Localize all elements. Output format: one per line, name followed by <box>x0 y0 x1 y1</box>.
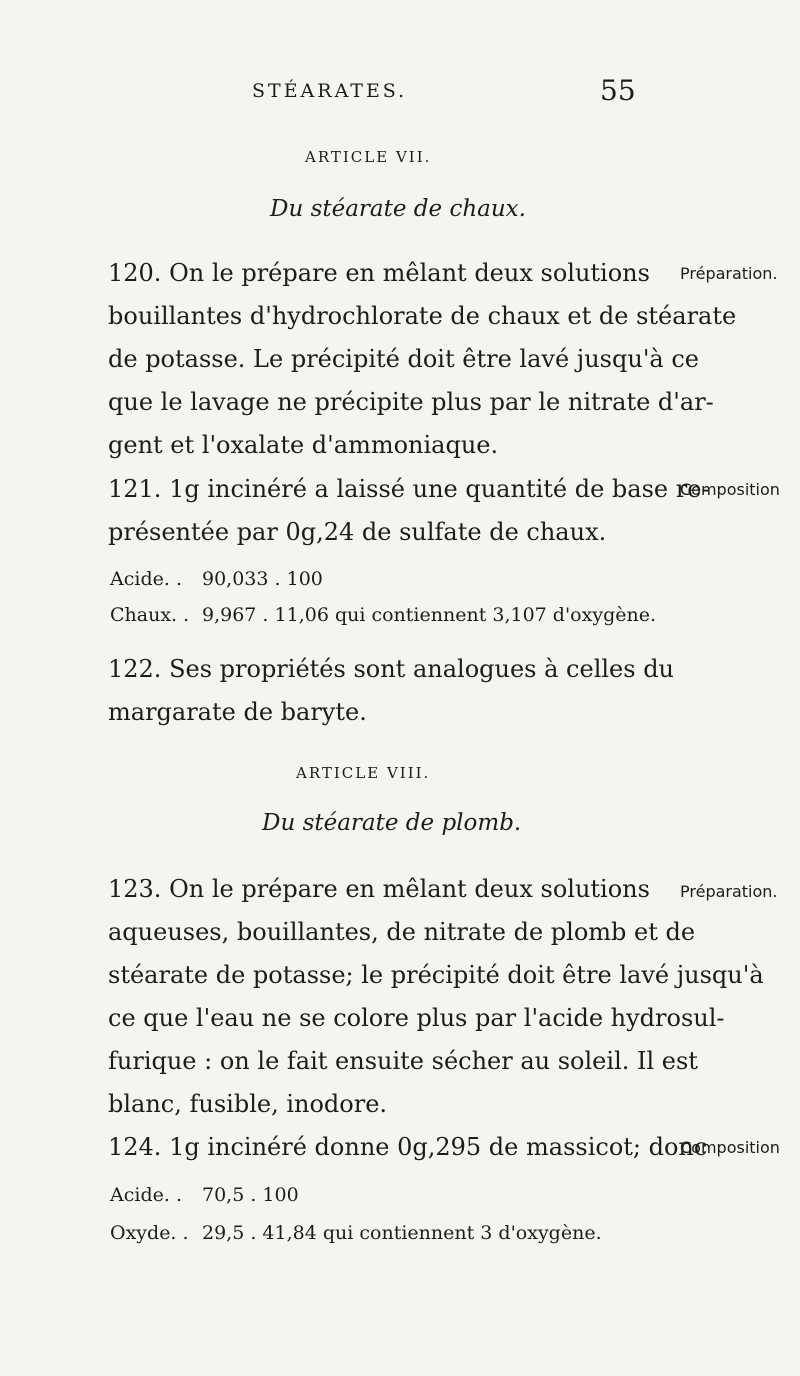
text-line: 123. On le prépare en mêlant deux solutions <box>108 875 650 903</box>
section-title: Du stéarate de chaux. <box>270 196 526 222</box>
paragraph-122 <box>108 648 674 734</box>
paragraph-124 <box>108 1126 707 1169</box>
composition-row <box>110 1184 299 1206</box>
row-label: Acide. . <box>110 568 182 590</box>
text-line: stéarate de potasse; le précipité doit être lavé jusqu'à <box>108 961 764 989</box>
margin-note-preparation: Préparation. <box>680 882 778 901</box>
text-line: présentée par 0g,24 de sulfate de chaux. <box>108 518 607 546</box>
text-line: que le lavage ne précipite plus par le nitrate d'ar- <box>108 388 714 416</box>
margin-note-composition: Composition <box>680 480 780 499</box>
section-title: Du stéarate de plomb. <box>262 810 522 836</box>
row-values: 70,5 . 100 <box>202 1184 299 1206</box>
text-line: 121. 1g incinéré a laissé une quantité de base re- <box>108 475 710 503</box>
text-line: ce que l'eau ne se colore plus par l'acide hydrosul- <box>108 1004 725 1032</box>
composition-row <box>110 604 656 626</box>
row-label: Chaux. . <box>110 604 190 626</box>
text-line: furique : on le fait ensuite sécher au soleil. Il est <box>108 1047 698 1075</box>
article-heading: ARTICLE VIII. <box>296 764 431 782</box>
paragraph-121 <box>108 468 710 554</box>
paragraph-120 <box>108 252 736 467</box>
text-line: gent et l'oxalate d'ammoniaque. <box>108 431 499 459</box>
text-line: blanc, fusible, inodore. <box>108 1090 388 1118</box>
margin-note-composition: Composition <box>680 1138 780 1157</box>
running-title: STÉARATES. <box>252 80 408 102</box>
paragraph-123 <box>108 868 764 1126</box>
margin-note-preparation: Préparation. <box>680 264 778 283</box>
composition-row <box>110 1222 602 1244</box>
page-number: 55 <box>600 74 636 107</box>
text-line: aqueuses, bouillantes, de nitrate de plomb et de <box>108 918 696 946</box>
row-label: Oxyde. . <box>110 1222 189 1244</box>
composition-row <box>110 568 323 590</box>
row-values: 29,5 . 41,84 qui contiennent 3 d'oxygène. <box>202 1222 602 1244</box>
text-line: margarate de baryte. <box>108 698 367 726</box>
row-values: 90,033 . 100 <box>202 568 323 590</box>
text-line: 124. 1g incinéré donne 0g,295 de massicot; donc <box>108 1133 708 1161</box>
text-line: 120. On le prépare en mêlant deux solutions <box>108 259 650 287</box>
article-heading: ARTICLE VII. <box>305 148 432 166</box>
text-line: de potasse. Le précipité doit être lavé jusqu'à ce <box>108 345 699 373</box>
text-line: 122. Ses propriétés sont analogues à celles du <box>108 655 675 683</box>
row-label: Acide. . <box>110 1184 182 1206</box>
row-values: 9,967 . 11,06 qui contiennent 3,107 d'oxygène. <box>202 604 656 626</box>
text-line: bouillantes d'hydrochlorate de chaux et de stéarate <box>108 302 737 330</box>
